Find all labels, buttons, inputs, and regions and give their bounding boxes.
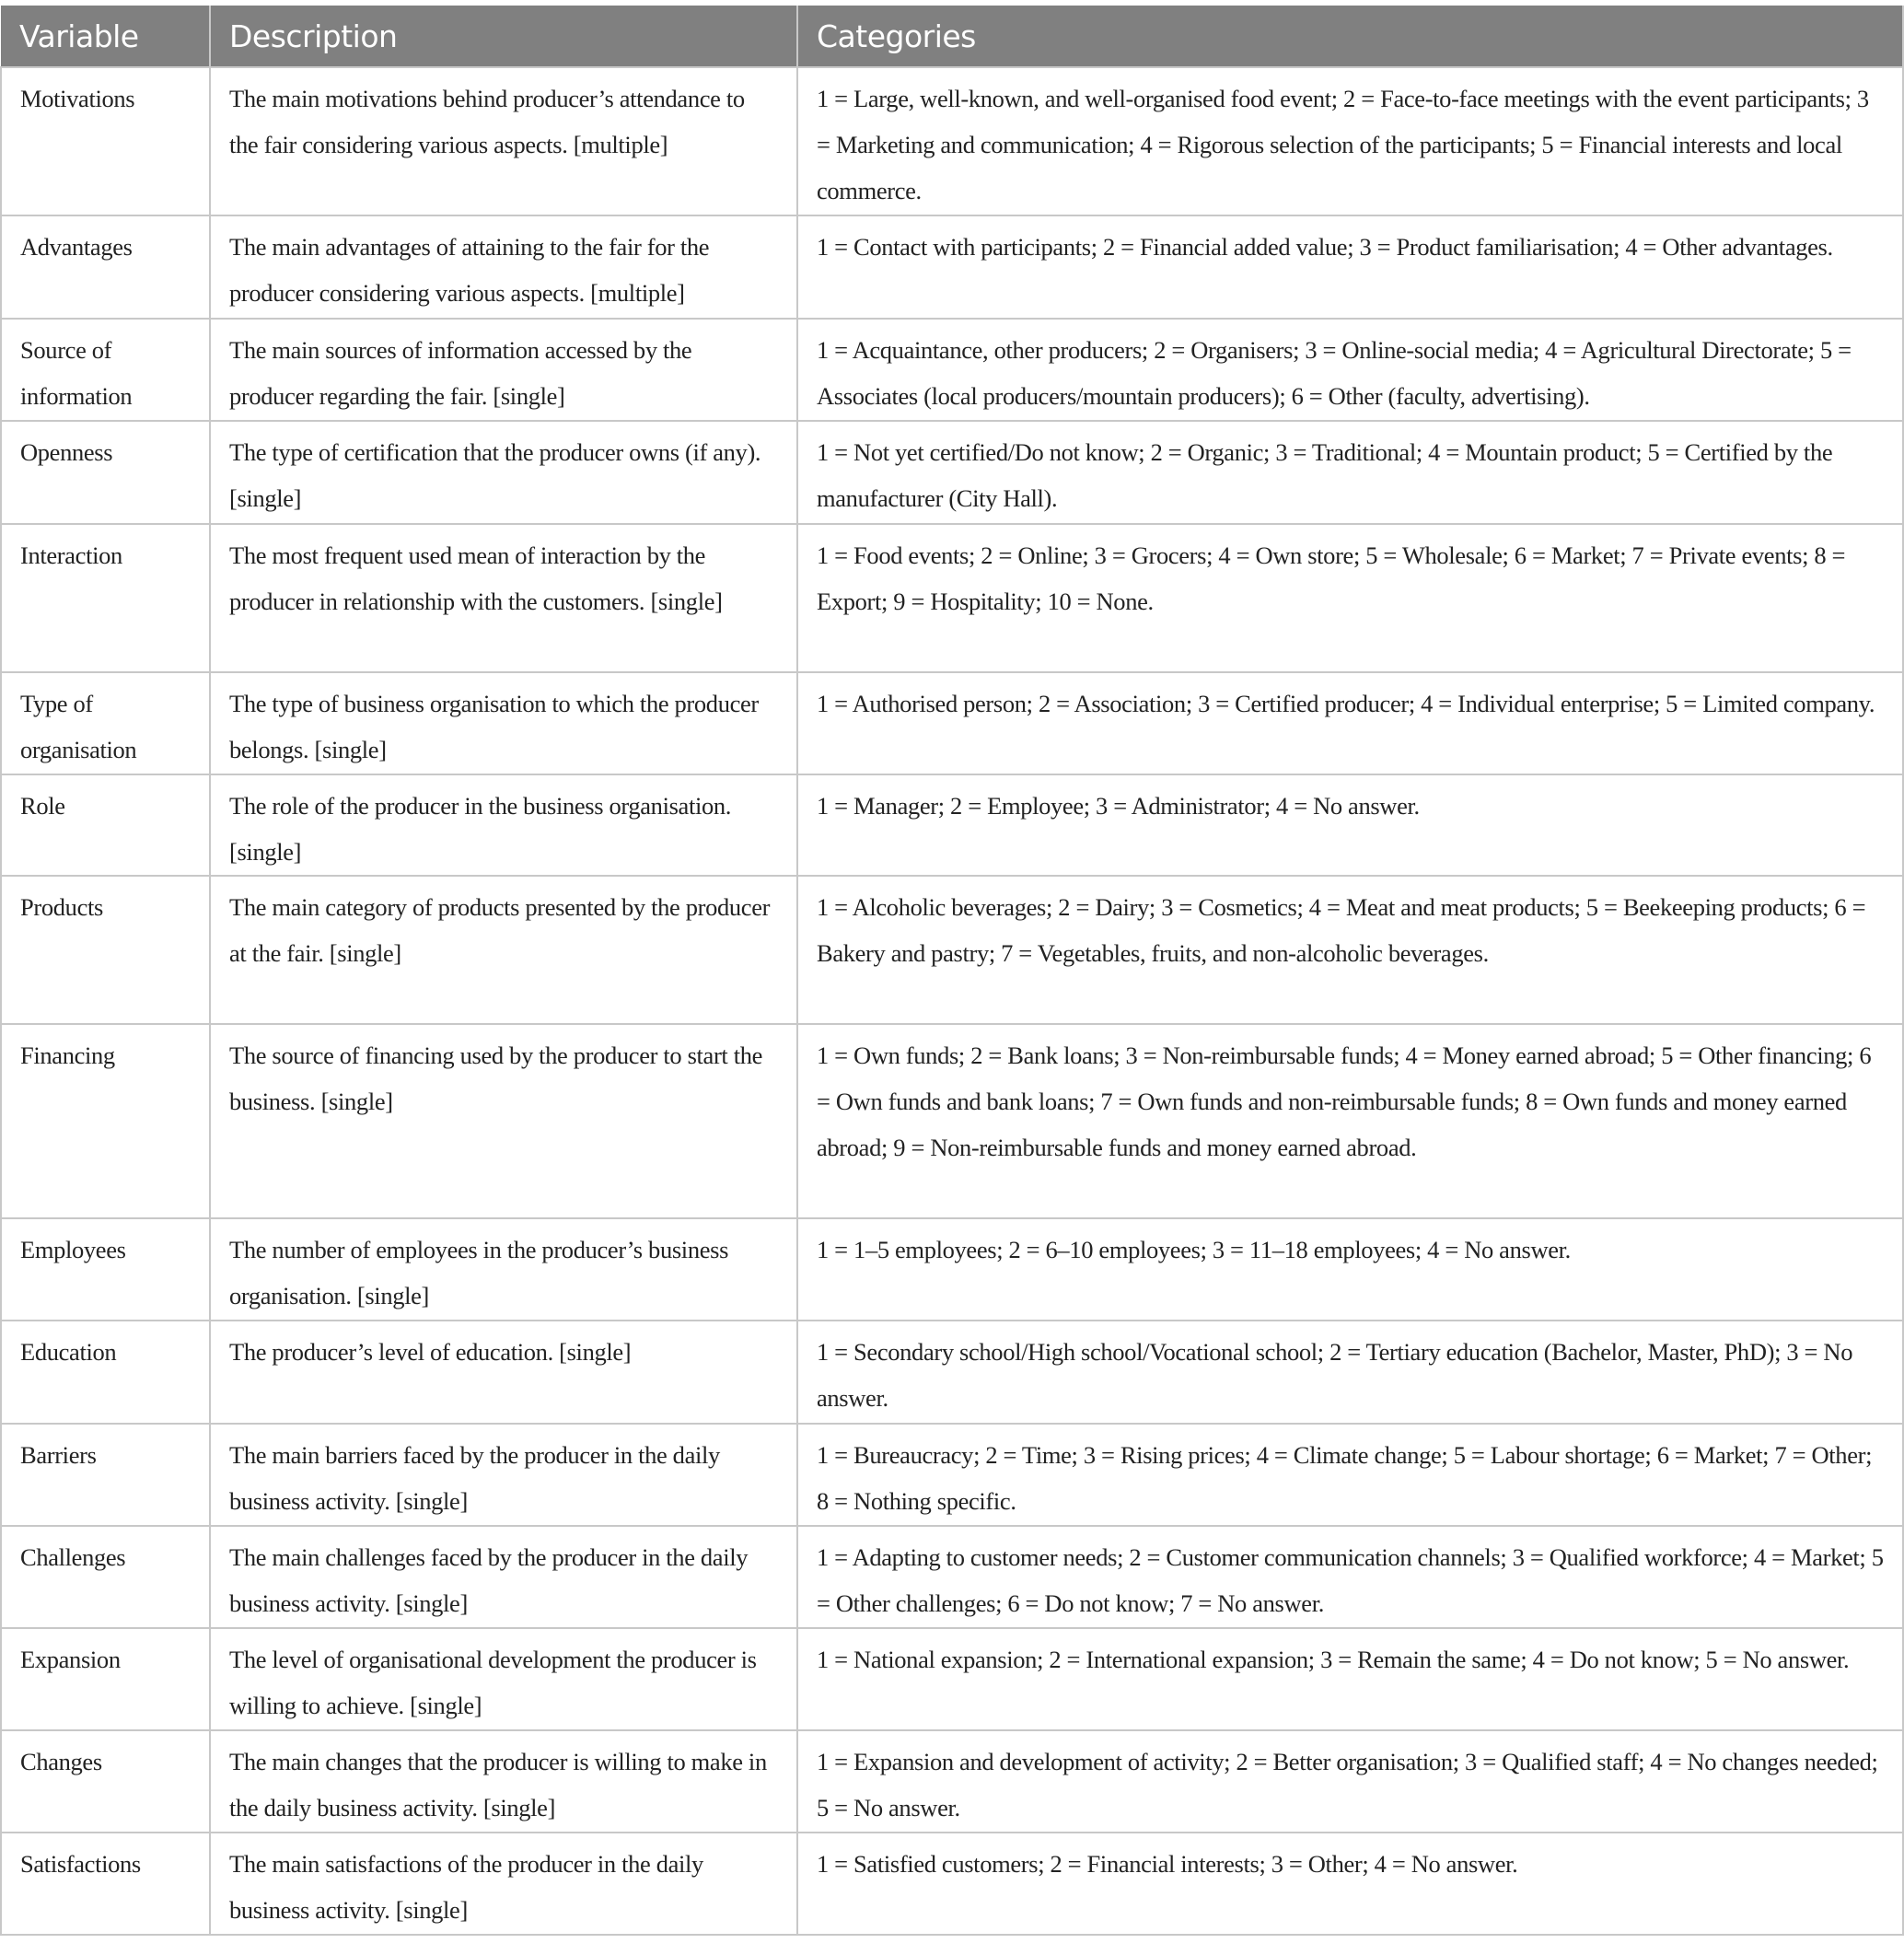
variable-cell: Products [1, 876, 210, 1024]
variables-table [0, 6, 1904, 1936]
categories-cell: 1 = Own funds; 2 = Bank loans; 3 = Non-reimbursable funds; 4 = Money earned abroad; 5 = Other financing; 6 = Own funds and bank loans; 7 = Own funds and non-reimbursable funds; 8 = Own funds and money earned abroad; 9 = Non-reimbursable funds and money earned abroad. [797, 1024, 1903, 1218]
categories-cell: 1 = Not yet certified/Do not know; 2 = Organic; 3 = Traditional; 4 = Mountain product; 5 = Certified by the manufacturer (City Hall). [797, 421, 1903, 524]
variable-cell: Source of information [1, 319, 210, 421]
variable-cell: Interaction [1, 524, 210, 672]
table-row [1, 672, 1903, 774]
categories-cell: 1 = Manager; 2 = Employee; 3 = Administrator; 4 = No answer. [797, 774, 1903, 876]
categories-cell: 1 = Adapting to customer needs; 2 = Customer communication channels; 3 = Qualified workforce; 4 = Market; 5 = Other challenges; 6 = Do not know; 7 = No answer. [797, 1526, 1903, 1628]
variable-cell: Role [1, 774, 210, 876]
categories-cell: 1 = Alcoholic beverages; 2 = Dairy; 3 = Cosmetics; 4 = Meat and meat products; 5 = Beekeeping products; 6 = Bakery and pastry; 7 = Vegetables, fruits, and non-alcoholic beverages. [797, 876, 1903, 1024]
table-row [1, 774, 1903, 876]
header-description: Description [210, 6, 797, 67]
description-cell: The level of organisational development the producer is willing to achieve. [single] [210, 1628, 797, 1730]
variable-cell: Type of organisation [1, 672, 210, 774]
table-row [1, 421, 1903, 524]
categories-cell: 1 = Large, well-known, and well-organised food event; 2 = Face-to-face meetings with the event participants; 3 = Marketing and communication; 4 = Rigorous selection of the participants; 5 = Financial interests and local commerce. [797, 67, 1903, 215]
variable-cell: Expansion [1, 1628, 210, 1730]
table-row [1, 1218, 1903, 1321]
description-cell: The main changes that the producer is willing to make in the daily business activity. [single] [210, 1730, 797, 1833]
table-row [1, 1424, 1903, 1526]
table-row [1, 319, 1903, 421]
categories-cell: 1 = Bureaucracy; 2 = Time; 3 = Rising prices; 4 = Climate change; 5 = Labour shortage; 6 = Market; 7 = Other; 8 = Nothing specific. [797, 1424, 1903, 1526]
table-row [1, 1730, 1903, 1833]
description-cell: The main category of products presented by the producer at the fair. [single] [210, 876, 797, 1024]
categories-cell: 1 = 1–5 employees; 2 = 6–10 employees; 3 = 11–18 employees; 4 = No answer. [797, 1218, 1903, 1321]
categories-cell: 1 = Contact with participants; 2 = Financial added value; 3 = Product familiarisation; 4 = Other advantages. [797, 215, 1903, 319]
table-row [1, 215, 1903, 319]
description-cell: The type of business organisation to which the producer belongs. [single] [210, 672, 797, 774]
table-row [1, 524, 1903, 672]
variable-cell: Financing [1, 1024, 210, 1218]
variable-cell: Barriers [1, 1424, 210, 1526]
table-row [1, 1024, 1903, 1218]
description-cell: The producer’s level of education. [single] [210, 1321, 797, 1424]
table-row [1, 1526, 1903, 1628]
variable-cell: Employees [1, 1218, 210, 1321]
description-cell: The number of employees in the producer’s business organisation. [single] [210, 1218, 797, 1321]
categories-cell: 1 = Authorised person; 2 = Association; 3 = Certified producer; 4 = Individual enterprise; 5 = Limited company. [797, 672, 1903, 774]
header-variable: Variable [1, 6, 210, 67]
variable-cell: Education [1, 1321, 210, 1424]
header-row [1, 6, 1903, 67]
variable-cell: Changes [1, 1730, 210, 1833]
description-cell: The type of certification that the producer owns (if any). [single] [210, 421, 797, 524]
description-cell: The main satisfactions of the producer in the daily business activity. [single] [210, 1833, 797, 1935]
header-categories: Categories [797, 6, 1903, 67]
description-cell: The main challenges faced by the producer in the daily business activity. [single] [210, 1526, 797, 1628]
categories-cell: 1 = Satisfied customers; 2 = Financial interests; 3 = Other; 4 = No answer. [797, 1833, 1903, 1935]
table-row [1, 1628, 1903, 1730]
variable-cell: Motivations [1, 67, 210, 215]
table-row [1, 67, 1903, 215]
variable-cell: Challenges [1, 1526, 210, 1628]
categories-cell: 1 = Expansion and development of activity; 2 = Better organisation; 3 = Qualified staff; 4 = No changes needed; 5 = No answer. [797, 1730, 1903, 1833]
variable-cell: Openness [1, 421, 210, 524]
variable-cell: Advantages [1, 215, 210, 319]
table-row [1, 1833, 1903, 1935]
variable-cell: Satisfactions [1, 1833, 210, 1935]
description-cell: The most frequent used mean of interaction by the producer in relationship with the customers. [single] [210, 524, 797, 672]
description-cell: The main barriers faced by the producer in the daily business activity. [single] [210, 1424, 797, 1526]
description-cell: The main motivations behind producer’s attendance to the fair considering various aspects. [multiple] [210, 67, 797, 215]
table-row [1, 876, 1903, 1024]
table-row [1, 1321, 1903, 1424]
categories-cell: 1 = Food events; 2 = Online; 3 = Grocers; 4 = Own store; 5 = Wholesale; 6 = Market; 7 = Private events; 8 = Export; 9 = Hospitality; 10 = None. [797, 524, 1903, 672]
description-cell: The source of financing used by the producer to start the business. [single] [210, 1024, 797, 1218]
description-cell: The role of the producer in the business organisation. [single] [210, 774, 797, 876]
categories-cell: 1 = Secondary school/High school/Vocational school; 2 = Tertiary education (Bachelor, Master, PhD); 3 = No answer. [797, 1321, 1903, 1424]
categories-cell: 1 = National expansion; 2 = International expansion; 3 = Remain the same; 4 = Do not know; 5 = No answer. [797, 1628, 1903, 1730]
categories-cell: 1 = Acquaintance, other producers; 2 = Organisers; 3 = Online-social media; 4 = Agricultural Directorate; 5 = Associates (local producers/mountain producers); 6 = Other (faculty, advertising). [797, 319, 1903, 421]
description-cell: The main advantages of attaining to the fair for the producer considering various aspects. [multiple] [210, 215, 797, 319]
description-cell: The main sources of information accessed by the producer regarding the fair. [single] [210, 319, 797, 421]
